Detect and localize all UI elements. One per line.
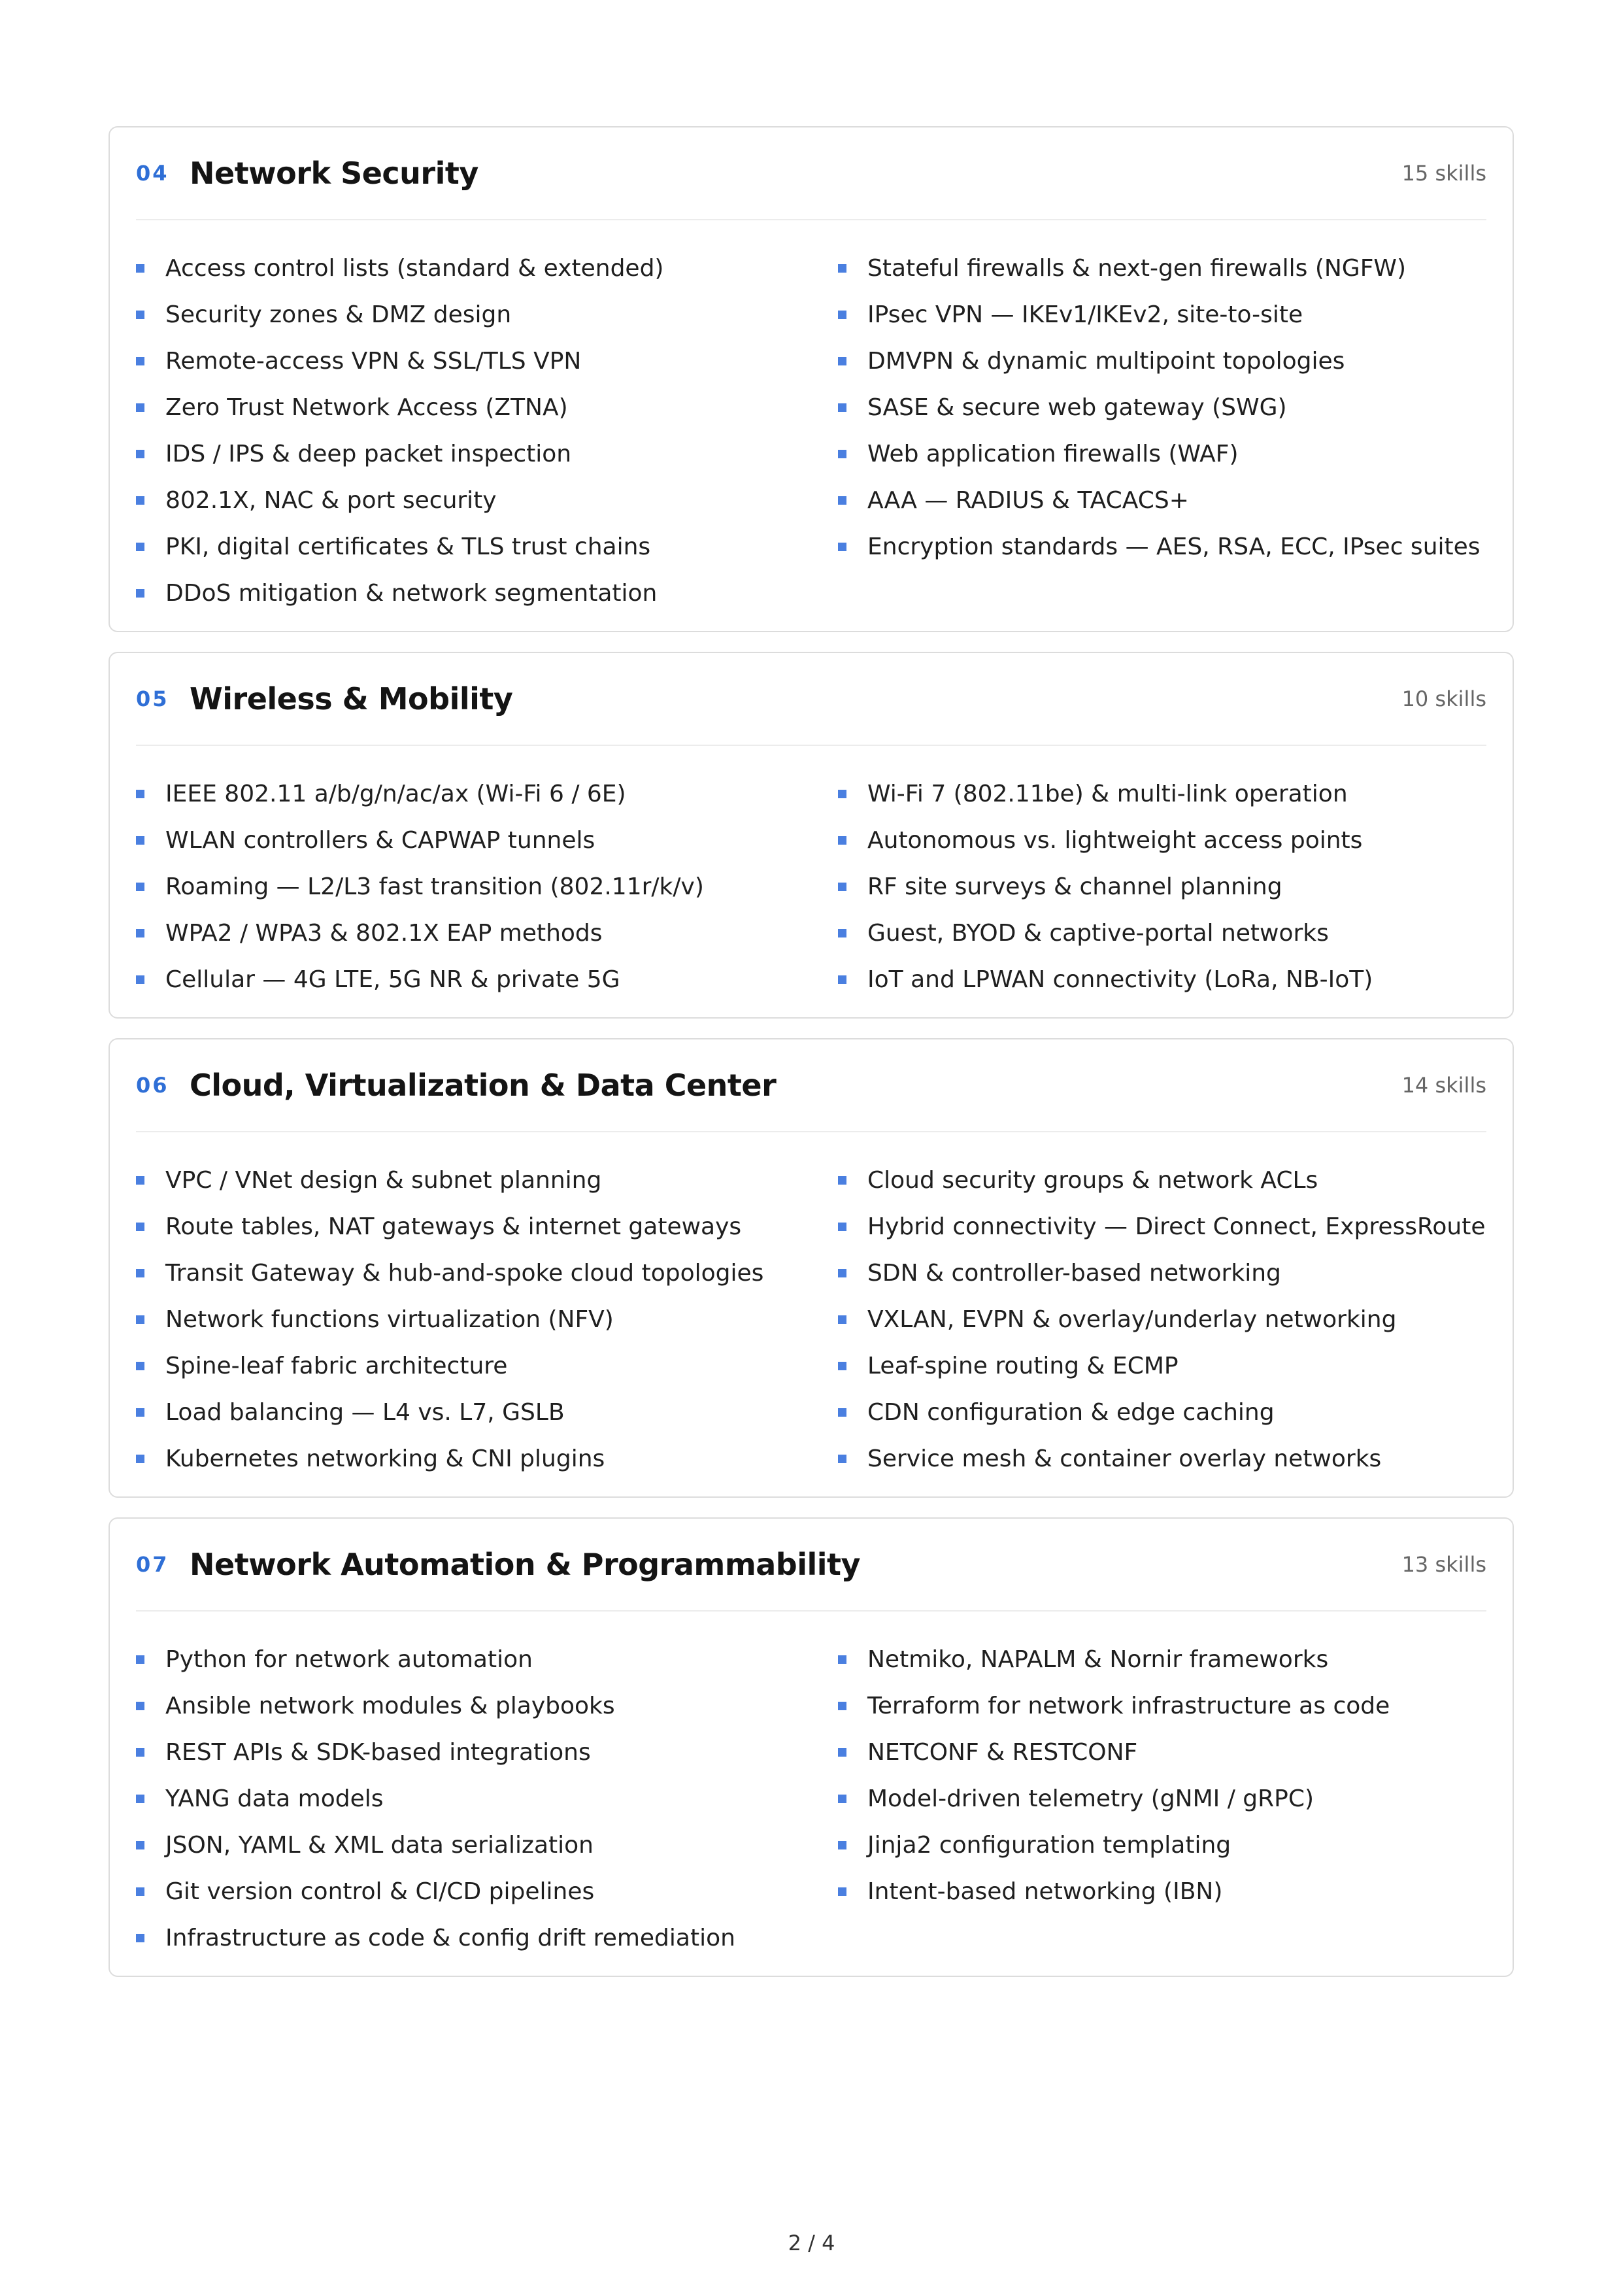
skill-label: CDN configuration & edge caching — [867, 1399, 1275, 1426]
skill-label: 802.1X, NAC & port security — [165, 487, 497, 514]
skill-count: 14 skills — [1401, 1073, 1486, 1098]
skill-label: WLAN controllers & CAPWAP tunnels — [165, 827, 595, 854]
bullet-icon — [136, 264, 144, 273]
skill-label: IDS / IPS & deep packet inspection — [165, 441, 572, 467]
skill-label: Roaming — L2/L3 fast transition (802.11r/k/v) — [165, 873, 704, 900]
section-number: 07 — [136, 1552, 169, 1577]
section-network-automation — [109, 1517, 1514, 1977]
skill-item — [136, 431, 838, 477]
skill-label: Route tables, NAT gateways & internet gateways — [165, 1213, 742, 1240]
skill-item — [136, 1729, 838, 1776]
section-network-security — [109, 126, 1514, 632]
skill-item — [136, 1683, 838, 1729]
skill-item — [136, 910, 838, 956]
skill-label: Hybrid connectivity — Direct Connect, ExpressRoute — [867, 1213, 1486, 1240]
bullet-icon — [838, 1455, 846, 1463]
bullet-icon — [136, 311, 144, 319]
skill-label: Autonomous vs. lightweight access points — [867, 827, 1363, 854]
skill-item — [838, 1822, 1492, 1868]
skill-item — [838, 338, 1492, 384]
skill-label: VPC / VNet design & subnet planning — [165, 1167, 602, 1194]
skill-label: Cellular — 4G LTE, 5G NR & private 5G — [165, 966, 620, 993]
skill-item — [838, 431, 1492, 477]
bullet-icon — [838, 496, 846, 505]
bullet-icon — [136, 1841, 144, 1849]
bullet-icon — [838, 1702, 846, 1710]
section-number: 06 — [136, 1073, 169, 1098]
skill-count: 13 skills — [1401, 1552, 1486, 1577]
skill-item — [136, 956, 838, 1003]
bullet-icon — [136, 450, 144, 458]
skill-item — [838, 864, 1492, 910]
skill-label: Infrastructure as code & config drift remediation — [165, 1925, 735, 1951]
skill-label: Guest, BYOD & captive-portal networks — [867, 920, 1329, 947]
bullet-icon — [838, 929, 846, 937]
skill-label: Zero Trust Network Access (ZTNA) — [165, 394, 568, 421]
bullet-icon — [136, 1223, 144, 1231]
bullet-icon — [838, 1408, 846, 1417]
skill-label: Leaf-spine routing & ECMP — [867, 1353, 1179, 1379]
skill-item — [838, 1204, 1492, 1250]
skill-item — [838, 1436, 1492, 1482]
bullet-icon — [838, 357, 846, 365]
bullet-icon — [136, 1702, 144, 1710]
skill-label: SASE & secure web gateway (SWG) — [867, 394, 1287, 421]
bullet-icon — [136, 1269, 144, 1277]
skill-item — [838, 292, 1492, 338]
skill-item — [838, 1776, 1492, 1822]
skill-label: DMVPN & dynamic multipoint topologies — [867, 348, 1345, 375]
section-header — [136, 653, 1486, 746]
skill-item — [136, 771, 838, 817]
bullet-icon — [136, 1887, 144, 1896]
bullet-icon — [838, 1176, 846, 1185]
skill-item — [136, 1204, 838, 1250]
skill-label: SDN & controller-based networking — [867, 1260, 1281, 1287]
skill-item — [838, 245, 1492, 292]
skill-label: VXLAN, EVPN & overlay/underlay networking — [867, 1306, 1397, 1333]
skill-list — [136, 1132, 1486, 1496]
bullet-icon — [136, 1748, 144, 1757]
skill-item — [838, 1729, 1492, 1776]
skill-label: Spine-leaf fabric architecture — [165, 1353, 508, 1379]
skill-label: Netmiko, NAPALM & Nornir frameworks — [867, 1646, 1329, 1673]
skill-label: Security zones & DMZ design — [165, 301, 512, 328]
section-number: 05 — [136, 686, 169, 711]
bullet-icon — [136, 1408, 144, 1417]
skill-label: Wi-Fi 7 (802.11be) & multi-link operation — [867, 781, 1348, 807]
skill-item — [838, 1343, 1492, 1389]
bullet-icon — [838, 1887, 846, 1896]
skill-item — [136, 477, 838, 524]
bullet-icon — [838, 975, 846, 984]
skill-label: YANG data models — [165, 1785, 384, 1812]
bullet-icon — [136, 543, 144, 551]
skill-label: Intent-based networking (IBN) — [867, 1878, 1223, 1905]
skill-count: 15 skills — [1401, 161, 1486, 186]
skill-item — [136, 1822, 838, 1868]
skill-label: Transit Gateway & hub-and-spoke cloud topologies — [165, 1260, 764, 1287]
skill-item — [838, 1389, 1492, 1436]
bullet-icon — [838, 264, 846, 273]
skill-item — [838, 1296, 1492, 1343]
skill-item — [136, 817, 838, 864]
section-title: Network Automation & Programmability — [190, 1547, 861, 1582]
skill-item — [838, 384, 1492, 431]
section-header — [136, 1519, 1486, 1612]
skill-label: REST APIs & SDK-based integrations — [165, 1739, 591, 1766]
skill-item — [838, 771, 1492, 817]
skill-label: Ansible network modules & playbooks — [165, 1693, 615, 1719]
skill-label: IEEE 802.11 a/b/g/n/ac/ax (Wi-Fi 6 / 6E) — [165, 781, 626, 807]
skill-item — [838, 1868, 1492, 1915]
bullet-icon — [838, 836, 846, 845]
skill-item — [136, 864, 838, 910]
bullet-icon — [136, 1455, 144, 1463]
bullet-icon — [136, 1934, 144, 1942]
skill-label: DDoS mitigation & network segmentation — [165, 580, 658, 607]
skill-item — [838, 477, 1492, 524]
section-wireless-mobility — [109, 652, 1514, 1019]
skill-item — [136, 1389, 838, 1436]
skill-label: Python for network automation — [165, 1646, 533, 1673]
skill-item — [136, 1250, 838, 1296]
bullet-icon — [136, 1655, 144, 1664]
skill-label: Network functions virtualization (NFV) — [165, 1306, 614, 1333]
bullet-icon — [838, 1795, 846, 1803]
skill-item — [136, 1915, 838, 1961]
bullet-icon — [136, 1176, 144, 1185]
skill-label: Cloud security groups & network ACLs — [867, 1167, 1318, 1194]
bullet-icon — [838, 1841, 846, 1849]
skill-label: Load balancing — L4 vs. L7, GSLB — [165, 1399, 565, 1426]
skill-label: Web application firewalls (WAF) — [867, 441, 1239, 467]
skill-label: Service mesh & container overlay networks — [867, 1445, 1382, 1472]
skill-label: IoT and LPWAN connectivity (LoRa, NB-IoT) — [867, 966, 1373, 993]
skill-item — [838, 956, 1492, 1003]
bullet-icon — [136, 929, 144, 937]
skill-list — [136, 220, 1486, 631]
bullet-icon — [838, 1269, 846, 1277]
bullet-icon — [838, 1362, 846, 1370]
skill-label: WPA2 / WPA3 & 802.1X EAP methods — [165, 920, 603, 947]
skill-label: Access control lists (standard & extended) — [165, 255, 664, 282]
skill-item — [136, 1296, 838, 1343]
skill-list — [136, 746, 1486, 1017]
skill-item — [838, 1683, 1492, 1729]
skill-label: Jinja2 configuration templating — [867, 1832, 1231, 1859]
skill-label: AAA — RADIUS & TACACS+ — [867, 487, 1189, 514]
bullet-icon — [838, 790, 846, 798]
skill-item — [136, 384, 838, 431]
page-number: 2 / 4 — [788, 2231, 835, 2255]
skill-item — [136, 1636, 838, 1683]
skill-item — [838, 910, 1492, 956]
skill-label: Kubernetes networking & CNI plugins — [165, 1445, 605, 1472]
bullet-icon — [136, 1362, 144, 1370]
skills-page — [109, 126, 1514, 1997]
bullet-icon — [838, 1315, 846, 1324]
skill-item — [136, 1343, 838, 1389]
section-cloud-virtualization — [109, 1038, 1514, 1498]
skill-item — [136, 338, 838, 384]
skill-item — [136, 1868, 838, 1915]
skill-item — [136, 1436, 838, 1482]
bullet-icon — [136, 1795, 144, 1803]
skill-label: Stateful firewalls & next-gen firewalls (NGFW) — [867, 255, 1407, 282]
bullet-icon — [136, 883, 144, 891]
skill-item — [136, 292, 838, 338]
bullet-icon — [838, 543, 846, 551]
skill-item — [838, 1250, 1492, 1296]
bullet-icon — [838, 1748, 846, 1757]
skill-item — [136, 1157, 838, 1204]
bullet-icon — [136, 975, 144, 984]
bullet-icon — [136, 357, 144, 365]
section-title: Network Security — [190, 156, 478, 191]
skill-item — [136, 570, 838, 616]
bullet-icon — [838, 883, 846, 891]
skill-label: JSON, YAML & XML data serialization — [165, 1832, 594, 1859]
skill-label: PKI, digital certificates & TLS trust chains — [165, 533, 651, 560]
bullet-icon — [838, 450, 846, 458]
skill-label: Encryption standards — AES, RSA, ECC, IPsec suites — [867, 533, 1481, 560]
skill-count: 10 skills — [1401, 686, 1486, 711]
bullet-icon — [136, 790, 144, 798]
bullet-icon — [136, 1315, 144, 1324]
bullet-icon — [136, 496, 144, 505]
skill-item — [136, 245, 838, 292]
skill-list — [136, 1612, 1486, 1976]
bullet-icon — [136, 589, 144, 598]
section-header — [136, 127, 1486, 220]
skill-label: NETCONF & RESTCONF — [867, 1739, 1138, 1766]
section-header — [136, 1039, 1486, 1132]
bullet-icon — [838, 311, 846, 319]
skill-item — [838, 1636, 1492, 1683]
skill-label: Terraform for network infrastructure as code — [867, 1693, 1390, 1719]
bullet-icon — [136, 836, 144, 845]
skill-label: IPsec VPN — IKEv1/IKEv2, site-to-site — [867, 301, 1303, 328]
skill-label: Git version control & CI/CD pipelines — [165, 1878, 595, 1905]
skill-item — [136, 524, 838, 570]
skill-item — [838, 817, 1492, 864]
bullet-icon — [136, 403, 144, 412]
skill-item — [136, 1776, 838, 1822]
skill-item — [838, 1157, 1492, 1204]
skill-label: RF site surveys & channel planning — [867, 873, 1282, 900]
skill-item — [838, 524, 1492, 570]
section-number: 04 — [136, 161, 169, 186]
skill-label: Model-driven telemetry (gNMI / gRPC) — [867, 1785, 1314, 1812]
bullet-icon — [838, 1223, 846, 1231]
section-title: Cloud, Virtualization & Data Center — [190, 1068, 777, 1103]
bullet-icon — [838, 403, 846, 412]
section-title: Wireless & Mobility — [190, 681, 513, 717]
bullet-icon — [838, 1655, 846, 1664]
skill-label: Remote-access VPN & SSL/TLS VPN — [165, 348, 582, 375]
